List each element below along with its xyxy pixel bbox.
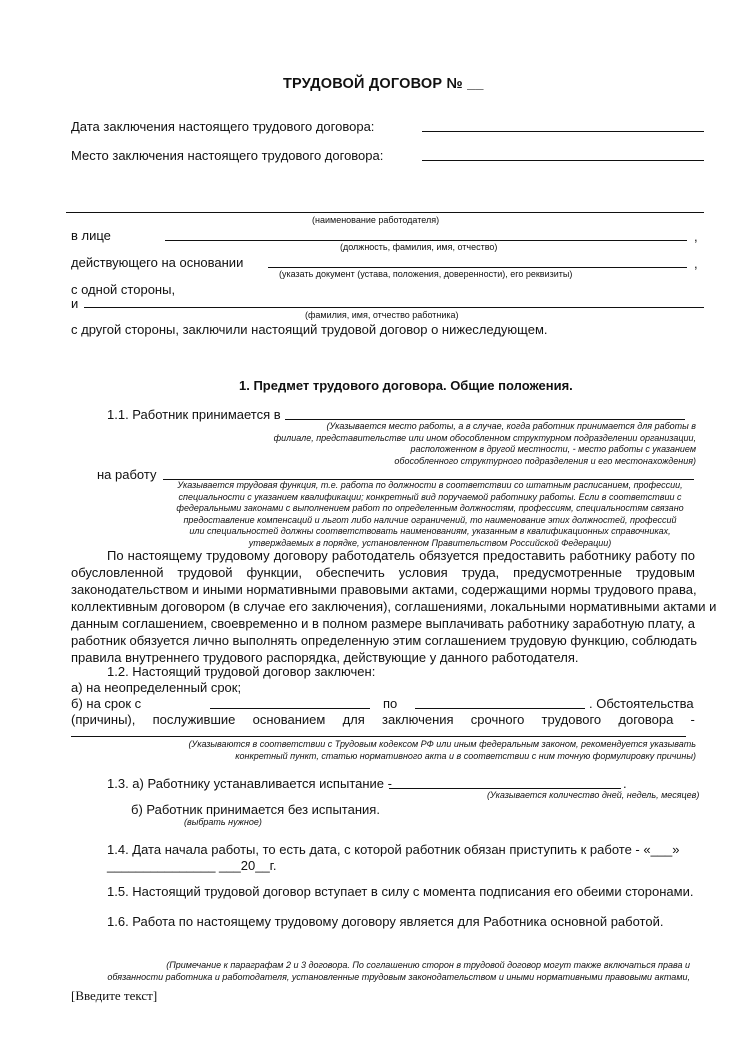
representative-field[interactable] xyxy=(165,240,687,241)
employer-name-field[interactable] xyxy=(66,212,704,213)
p12a-text: а) на неопределенный срок; xyxy=(71,680,242,695)
p13a-text: 1.3. а) Работнику устанавливается испытание - xyxy=(107,776,392,791)
workplace-field[interactable] xyxy=(285,419,685,420)
one-side-text: с одной стороны, xyxy=(71,282,176,297)
editor-placeholder[interactable]: [Введите текст] xyxy=(71,988,158,1003)
basis-document-field[interactable] xyxy=(268,267,687,268)
workplace-note: (Указывается место работы, а в случае, когда работник принимается для работы в филиале, представительстве или ином обособленном структурном подразделении организации, расположенном в другой местности, - место работы с указанием обособленного структурного подразделения и его местонахождения) xyxy=(273,421,696,466)
term-to-field[interactable] xyxy=(415,708,585,709)
work-label: на работу xyxy=(97,467,157,482)
contract-date-field[interactable] xyxy=(422,131,704,132)
in-person-label: в лице xyxy=(71,228,111,243)
contract-date-label: Дата заключения настоящего трудового договора: xyxy=(71,119,375,134)
p15-text: 1.5. Настоящий трудовой договор вступает в силу с момента подписания его обеими сторонами. xyxy=(107,884,694,899)
employee-name-field[interactable] xyxy=(84,307,704,308)
probation-note: (Указывается количество дней, недель, месяцев) xyxy=(487,790,700,800)
p14-line2: _______________ ___20__г. xyxy=(107,858,277,873)
probation-field[interactable] xyxy=(389,788,621,789)
choose-note: (выбрать нужное) xyxy=(184,817,262,827)
other-side-text: с другой стороны, заключили настоящий трудовой договор о нижеследующем. xyxy=(71,322,548,337)
p13a-end: . xyxy=(623,776,627,791)
comma-2: , xyxy=(694,256,698,271)
term-from-field[interactable] xyxy=(210,708,370,709)
p14-line1: 1.4. Дата начала работы, то есть дата, с которой работник обязан приступить к работе - «___» xyxy=(107,842,680,857)
p12b-end: . Обстоятельства xyxy=(589,696,694,711)
p16-text: 1.6. Работа по настоящему трудовому договору является для Работника основной работой. xyxy=(107,914,664,929)
employer-caption: (наименование работодателя) xyxy=(312,215,440,225)
and-label: и xyxy=(71,296,79,311)
section-1-heading: 1. Предмет трудового договора. Общие положения. xyxy=(239,378,573,393)
p12b-to: по xyxy=(383,696,398,711)
p12b-start: б) на срок с xyxy=(71,696,142,711)
p12-label: 1.2. Настоящий трудовой договор заключен: xyxy=(107,664,376,679)
obligations-paragraph: По настоящему трудовому договору работодатель обязуется предоставить работнику работу по обусловленной трудовой функции, обеспечить условия труда, предусмотренные трудовым законодательством и иными нормативными правовыми актами, содержащими нормы трудового права, коллективным договором (в случае его заключения), соглашениями, локальными нормативными актами и данным соглашением, своевременно и в полном размере выплачивать работнику заработную плату, а работник обязуется лично выполнять определенную этим соглашением трудовую функцию, соблюдать правила внутреннего трудового распорядка, действующие у данного работодателя. xyxy=(71,548,717,665)
fixed-term-note: (Указываются в соответствии с Трудовым кодексом РФ или иным федеральным законом, рекомендуется указывать конкретный пункт, статью нормативного акта и в соответствии с ним точную формулировку причины) xyxy=(188,739,696,761)
document-title: ТРУДОВОЙ ДОГОВОР № __ xyxy=(283,76,484,92)
p13b-text: б) Работник принимается без испытания. xyxy=(131,802,380,817)
contract-place-label: Место заключения настоящего трудового договора: xyxy=(71,148,384,163)
p11-label: 1.1. Работник принимается в xyxy=(107,407,281,422)
document-caption: (указать документ (устава, положения, доверенности), его реквизиты) xyxy=(279,269,573,279)
job-function-note: Указывается трудовая функция, т.е. работа по должности в соответствии со штатным расписанием, профессии, специальности с указанием квалификации; конкретный вид поручаемой работнику работы. Если в соответствии с федеральными законами с выполнением работ по определенным должностям, профессиям, специальностям связано предоставление компенсаций и льгот либо наличие ограничений, то наименование этих должностей, профессий или специальностей должны соответствовать наименованиям, указанным в квалификационных справочниках, утверждаемых в порядке, установленном Правительством Российской Федерации) xyxy=(176,480,684,548)
p12b-line2: (причины), послужившие основанием для заключения срочного трудового договора - xyxy=(71,712,695,727)
acting-basis-label: действующего на основании xyxy=(71,255,244,270)
footnote: (Примечание к параграфам 2 и 3 договора. По соглашению сторон в трудовой договор могут также включаться права и обязанности работника и работодателя, установленные трудовым законодательством и иными нормативными правовыми актами, xyxy=(107,960,690,982)
employee-caption: (фамилия, имя, отчество работника) xyxy=(305,310,459,320)
position-caption: (должность, фамилия, имя, отчество) xyxy=(340,242,498,252)
fixed-term-reason-field[interactable] xyxy=(71,736,686,737)
comma-1: , xyxy=(694,229,698,244)
contract-place-field[interactable] xyxy=(422,160,704,161)
